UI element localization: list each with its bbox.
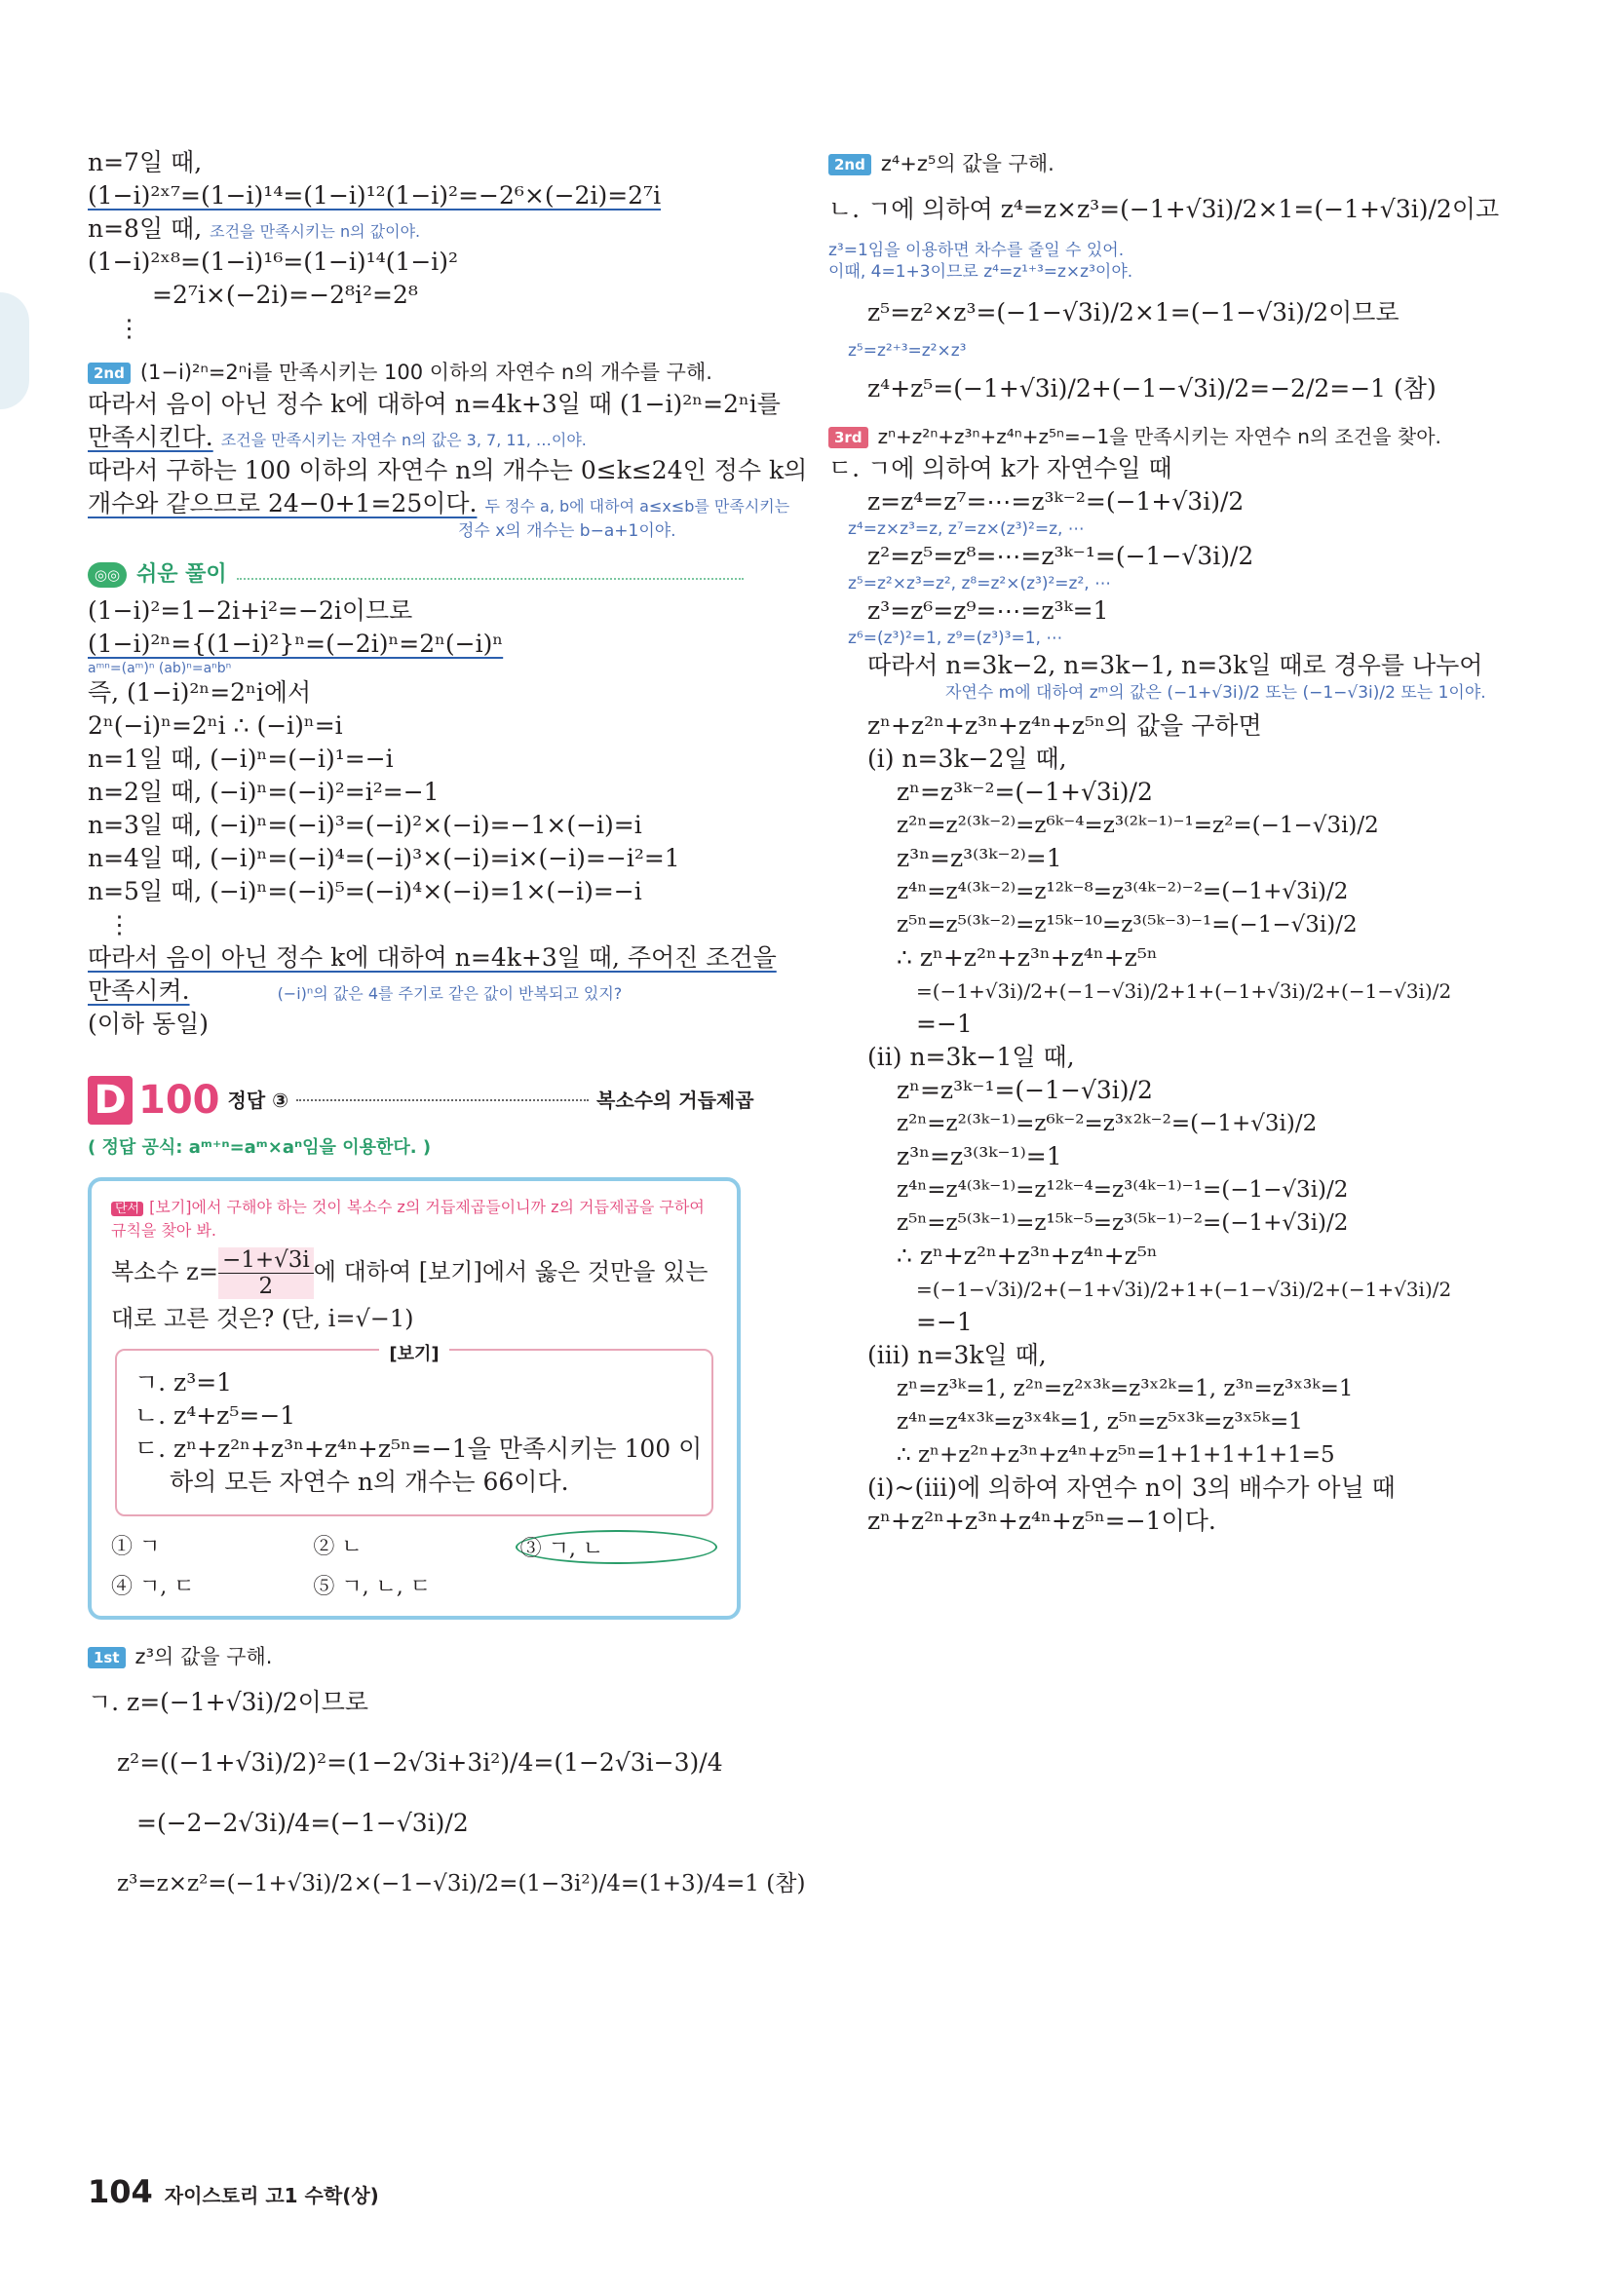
math-line: =−1 — [916, 1010, 973, 1038]
text-line: 개수와 같으므로 24−0+1=25이다. 두 정수 a, b에 대하여 a≤x≤b를 만족시키는 — [88, 489, 790, 517]
math-line: =2⁷i×(−2i)=−2⁸i²=2⁸ — [152, 281, 418, 309]
hint: 단서 [보기]에서 구해야 하는 것이 복소수 z의 거듭제곱들이니까 z의 거듭제곱을 구하여 규칙을 찾아 봐. — [111, 1198, 705, 1240]
choice-2[interactable]: ② ㄴ — [313, 1535, 363, 1559]
math-line: z²ⁿ=z²⁽³ᵏ⁻²⁾=z⁶ᵏ⁻⁴=z³⁽²ᵏ⁻¹⁾⁻¹=z²=(−1−√3i)/2 — [897, 813, 1379, 838]
answer-choices — [111, 1530, 717, 1600]
math-line: ∴ zⁿ+z²ⁿ+z³ⁿ+z⁴ⁿ+z⁵ⁿ=1+1+1+1+1=5 — [897, 1442, 1335, 1468]
step-heading: 3rd zⁿ+z²ⁿ+z³ⁿ+z⁴ⁿ+z⁵ⁿ=−1을 만족시키는 자연수 n의 조건을 찾아. — [828, 419, 1530, 452]
annotation: 정수 x의 개수는 b−a+1이야. — [458, 521, 676, 541]
math-line: z³=z×z²=(−1+√3i)/2×(−1−√3i)/2=(1−3i²)/4=(1+3)/4=1 (참) — [117, 1871, 806, 1896]
choice-1[interactable]: ① ㄱ — [111, 1535, 161, 1559]
difficulty-badge: D — [88, 1076, 133, 1125]
problem-header — [88, 1070, 789, 1129]
ellipsis: ⋮ — [117, 314, 141, 342]
annotation: z⁵=z²⁺³=z²×z³ — [848, 341, 967, 361]
math-line: =(−2−2√3i)/4=(−1−√3i)/2 — [136, 1809, 469, 1837]
math-line: z⁵ⁿ=z⁵⁽³ᵏ⁻²⁾=z¹⁵ᵏ⁻¹⁰=z³⁽⁵ᵏ⁻³⁾⁻¹=(−1−√3i)/2 — [897, 912, 1358, 938]
step-heading: 2nd z⁴+z⁵의 값을 구해. — [828, 146, 1530, 179]
bogi-item: ㄷ. zⁿ+z²ⁿ+z³ⁿ+z⁴ⁿ+z⁵ⁿ=−1을 만족시키는 100 이 — [134, 1435, 703, 1463]
question-box — [88, 1177, 741, 1620]
annotation: z⁴=z×z³=z, z⁷=z×(z³)²=z, ⋯ — [848, 519, 1085, 539]
case-heading: (ii) n=3k−1일 때, — [867, 1043, 1075, 1071]
annotation: 이때, 4=1+3이므로 z⁴=z¹⁺³=z×z³이야. — [828, 262, 1133, 282]
math-line: n=2일 때, (−i)ⁿ=(−i)²=i²=−1 — [88, 778, 440, 806]
annotation: z⁵=z²×z³=z², z⁸=z²×(z³)²=z², ⋯ — [848, 574, 1112, 593]
case-heading: (i) n=3k−2일 때, — [867, 745, 1067, 773]
math-line: z⁴ⁿ=z⁴⁽³ᵏ⁻¹⁾=z¹²ᵏ⁻⁴=z³⁽⁴ᵏ⁻¹⁾⁻¹=(−1−√3i)/2 — [897, 1177, 1349, 1203]
annotation: z³=1임을 이용하면 차수를 줄일 수 있어. — [828, 241, 1125, 260]
text-line: ㄷ. ㄱ에 의하여 k가 자연수일 때 — [828, 454, 1172, 482]
math-line: zⁿ+z²ⁿ+z³ⁿ+z⁴ⁿ+z⁵ⁿ=−1이다. — [867, 1507, 1216, 1535]
math-line: n=1일 때, (−i)ⁿ=(−i)¹=−i — [88, 745, 394, 773]
text-line: 만족시켜. (−i)ⁿ의 값은 4를 주기로 같은 값이 반복되고 있지? — [88, 976, 623, 1005]
math-line: (1−i)²ˣ⁸=(1−i)¹⁶=(1−i)¹⁴(1−i)² — [88, 248, 459, 276]
math-line: (1−i)²ˣ⁷=(1−i)¹⁴=(1−i)¹²(1−i)²=−2⁶×(−2i)=2⁷i — [88, 181, 662, 210]
math-line: n=3일 때, (−i)ⁿ=(−i)³=(−i)²×(−i)=−1×(−i)=i — [88, 811, 642, 839]
easy-solution-heading: ◎◎ 쉬운 풀이 — [88, 552, 789, 594]
annotation: 조건을 만족시키는 n의 값이야. — [210, 222, 421, 241]
step-badge: 2nd — [828, 154, 871, 175]
ellipsis: ⋮ — [107, 910, 132, 938]
bogi-item: ㄱ. z³=1 — [134, 1368, 233, 1397]
bogi-title: [보기] — [379, 1344, 448, 1364]
text-line: 만족시킨다. 조건을 만족시키는 자연수 n의 값은 3, 7, 11, …이야. — [88, 423, 587, 451]
question-text: 대로 고른 것은? (단, i=√−1) — [111, 1305, 414, 1332]
text-line: 따라서 n=3k−2, n=3k−1, n=3k일 때로 경우를 나누어 — [867, 651, 1483, 679]
page-number: 104 — [88, 2173, 153, 2210]
problem-number: 100 — [138, 1078, 220, 1123]
choice-5[interactable]: ⑤ ㄱ, ㄴ, ㄷ — [313, 1575, 432, 1599]
divider — [237, 570, 744, 580]
math-line: z²=((−1+√3i)/2)²=(1−2√3i+3i²)/4=(1−2√3i−3)/4 — [117, 1748, 723, 1777]
math-line: ㄴ. ㄱ에 의하여 z⁴=z×z³=(−1+√3i)/2×1=(−1+√3i)/2이고 — [828, 195, 1500, 223]
text-line: 따라서 구하는 100 이하의 자연수 n의 개수는 0≤k≤24인 정수 k의 — [88, 456, 808, 484]
math-line: n=7일 때, — [88, 148, 203, 176]
right-column — [828, 146, 1530, 1538]
step-badge: 2nd — [88, 363, 131, 384]
step-heading: 1st z³의 값을 구해. — [88, 1639, 789, 1672]
step-badge: 3rd — [828, 427, 868, 448]
problem-topic: 복소수의 거듭제곱 — [596, 1089, 754, 1112]
annotation: z⁶=(z³)²=1, z⁹=(z³)³=1, ⋯ — [848, 629, 1063, 648]
math-line: ∴ zⁿ+z²ⁿ+z³ⁿ+z⁴ⁿ+z⁵ⁿ — [897, 1242, 1158, 1270]
math-line: z⁵ⁿ=z⁵⁽³ᵏ⁻¹⁾=z¹⁵ᵏ⁻⁵=z³⁽⁵ᵏ⁻¹⁾⁻²=(−1+√3i)/2 — [897, 1210, 1349, 1236]
math-line: z⁵=z²×z³=(−1−√3i)/2×1=(−1−√3i)/2이므로 — [867, 298, 1399, 326]
text-line: (i)~(iii)에 의하여 자연수 n이 3의 배수가 아닐 때 — [867, 1473, 1396, 1502]
annotation: 조건을 만족시키는 자연수 n의 값은 3, 7, 11, …이야. — [220, 431, 587, 449]
annotation: 자연수 m에 대하여 zᵐ의 값은 (−1+√3i)/2 또는 (−1−√3i)/2 또는 1이야. — [945, 683, 1486, 703]
math-line: z⁴ⁿ=z⁴⁽³ᵏ⁻²⁾=z¹²ᵏ⁻⁸=z³⁽⁴ᵏ⁻²⁾⁻²=(−1+√3i)/2 — [897, 879, 1349, 904]
bogi-box — [115, 1344, 713, 1516]
text-line: zⁿ+z²ⁿ+z³ⁿ+z⁴ⁿ+z⁵ⁿ의 값을 구하면 — [867, 711, 1262, 740]
step-badge: 1st — [88, 1647, 126, 1668]
math-line: z³=z⁶=z⁹=⋯=z³ᵏ=1 — [867, 596, 1109, 625]
hint-tag: 단서 — [111, 1202, 143, 1216]
choice-3[interactable]: ③ ㄱ, ㄴ — [516, 1530, 717, 1564]
answer-formula: ( 정답 공식: aᵐ⁺ⁿ=aᵐ×aⁿ임을 이용한다. ) — [88, 1137, 432, 1158]
math-line: =(−1+√3i)/2+(−1−√3i)/2+1+(−1+√3i)/2+(−1−√3i)/2 — [916, 979, 1452, 1003]
margin-decoration — [0, 292, 29, 409]
text-line: (이하 동일) — [88, 1010, 210, 1038]
book-title: 자이스토리 고1 수학(상) — [164, 2184, 379, 2207]
math-line: ∴ zⁿ+z²ⁿ+z³ⁿ+z⁴ⁿ+z⁵ⁿ — [897, 943, 1158, 972]
math-line: z=z⁴=z⁷=⋯=z³ᵏ⁻²=(−1+√3i)/2 — [867, 487, 1245, 516]
left-column — [88, 146, 808, 1914]
case-heading: (iii) n=3k일 때, — [867, 1341, 1047, 1369]
math-line: z³ⁿ=z³⁽³ᵏ⁻¹⁾=1 — [897, 1142, 1062, 1170]
annotation: (−i)ⁿ의 값은 4를 주기로 같은 값이 반복되고 있지? — [277, 984, 623, 1003]
annotation: 두 정수 a, b에 대하여 a≤x≤b를 만족시키는 — [484, 497, 790, 516]
math-line: zⁿ=z³ᵏ=1, z²ⁿ=z²ˣ³ᵏ=z³ˣ²ᵏ=1, z³ⁿ=z³ˣ³ᵏ=1 — [897, 1376, 1354, 1401]
math-line: z²ⁿ=z²⁽³ᵏ⁻¹⁾=z⁶ᵏ⁻²=z³ˣ²ᵏ⁻²=(−1+√3i)/2 — [897, 1111, 1318, 1136]
glasses-icon: ◎◎ — [88, 562, 127, 588]
step-heading: 2nd (1−i)²ⁿ=2ⁿi를 만족시키는 100 이하의 자연수 n의 개수를 구해. — [88, 355, 789, 388]
math-line: 즉, (1−i)²ⁿ=2ⁿi에서 — [88, 678, 312, 707]
math-line: 2ⁿ(−i)ⁿ=2ⁿi ∴ (−i)ⁿ=i — [88, 711, 343, 740]
answer-label: 정답 ③ — [227, 1089, 289, 1112]
bogi-item: ㄴ. z⁴+z⁵=−1 — [134, 1401, 296, 1430]
math-line: ㄱ. z=(−1+√3i)/2이므로 — [88, 1688, 369, 1716]
math-line: zⁿ=z³ᵏ⁻¹=(−1−√3i)/2 — [897, 1076, 1153, 1104]
math-line: z⁴ⁿ=z⁴ˣ³ᵏ=z³ˣ⁴ᵏ=1, z⁵ⁿ=z⁵ˣ³ᵏ=z³ˣ⁵ᵏ=1 — [897, 1409, 1303, 1435]
math-line: z⁴+z⁵=(−1+√3i)/2+(−1−√3i)/2=−2/2=−1 (참) — [867, 374, 1437, 402]
page-footer — [88, 2173, 379, 2210]
choice-4[interactable]: ④ ㄱ, ㄷ — [111, 1575, 195, 1599]
bogi-item: 하의 모든 자연수 n의 개수는 66이다. — [170, 1468, 569, 1496]
math-line: (1−i)²=1−2i+i²=−2i이므로 — [88, 596, 413, 625]
math-line: (1−i)²ⁿ={(1−i)²}ⁿ=(−2i)ⁿ=2ⁿ(−i)ⁿ — [88, 630, 504, 658]
math-line: zⁿ=z³ᵏ⁻²=(−1+√3i)/2 — [897, 778, 1153, 806]
math-line: =(−1−√3i)/2+(−1+√3i)/2+1+(−1−√3i)/2+(−1+√3i)/2 — [916, 1278, 1452, 1301]
text-line: 따라서 음이 아닌 정수 k에 대하여 n=4k+3일 때 (1−i)²ⁿ=2ⁿi를 — [88, 390, 781, 418]
math-line: n=8일 때, 조건을 만족시키는 n의 값이야. — [88, 214, 421, 243]
math-line: z³ⁿ=z³⁽³ᵏ⁻²⁾=1 — [897, 844, 1062, 872]
question-text: 복소수 z= $\frac{-1+√3i}{2}$ 에 대하여 [보기]에서 옳은 것만을 있는 — [111, 1247, 709, 1299]
math-line: n=5일 때, (−i)ⁿ=(−i)⁵=(−i)⁴×(−i)=1×(−i)=−i — [88, 877, 642, 905]
text-line: 따라서 음이 아닌 정수 k에 대하여 n=4k+3일 때, 주어진 조건을 — [88, 943, 777, 972]
annotation: aᵐⁿ=(aᵐ)ⁿ (ab)ⁿ=aⁿbⁿ — [88, 661, 232, 676]
math-line: =−1 — [916, 1308, 973, 1336]
math-line: z²=z⁵=z⁸=⋯=z³ᵏ⁻¹=(−1−√3i)/2 — [867, 542, 1254, 570]
math-line: n=4일 때, (−i)ⁿ=(−i)⁴=(−i)³×(−i)=i×(−i)=−i²=1 — [88, 844, 680, 872]
